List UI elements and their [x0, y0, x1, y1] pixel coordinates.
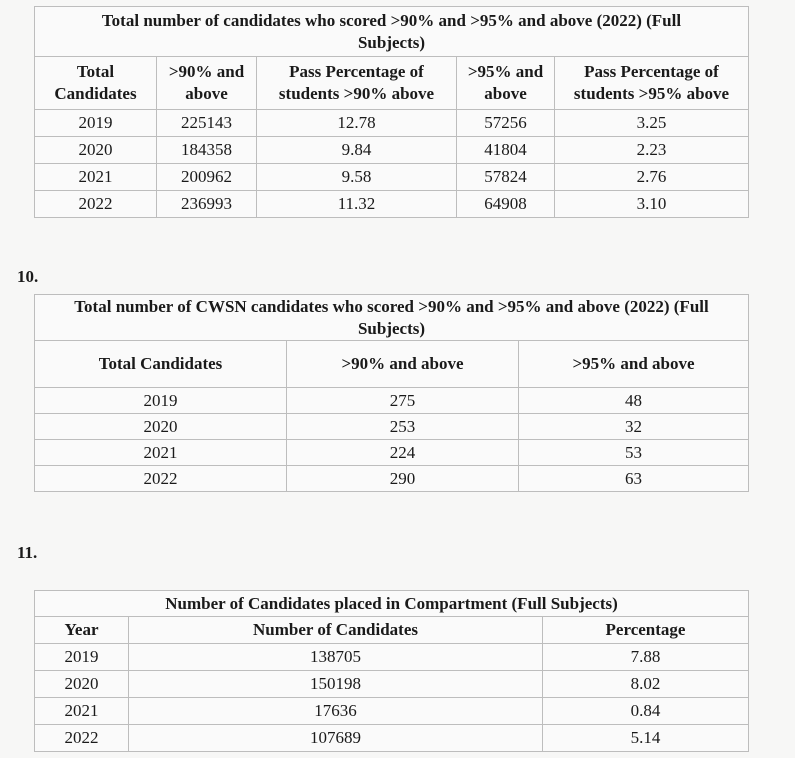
cell-value: 9.84: [257, 137, 457, 164]
column-header: Number of Candidates: [129, 617, 543, 644]
cell-year: 2021: [35, 440, 287, 466]
cell-value: 225143: [157, 110, 257, 137]
table-row: [35, 137, 749, 164]
table-caption: Total number of CWSN candidates who scored >90% and >95% and above (2022) (Full Subjects): [35, 295, 749, 341]
cell-value: 275: [287, 388, 519, 414]
cell-year: 2021: [35, 164, 157, 191]
cell-value: 150198: [129, 671, 543, 698]
cell-value: 9.58: [257, 164, 457, 191]
table-row: [35, 110, 749, 137]
cell-year: 2020: [35, 671, 129, 698]
cell-year: 2020: [35, 414, 287, 440]
cell-year: 2019: [35, 388, 287, 414]
cell-value: 57824: [457, 164, 555, 191]
table-row: [35, 440, 749, 466]
column-header: Total Candidates: [35, 341, 287, 388]
cell-value: 138705: [129, 644, 543, 671]
table-row: [35, 388, 749, 414]
column-header: >95% and above: [457, 57, 555, 110]
cell-value: 236993: [157, 191, 257, 218]
cell-value: 41804: [457, 137, 555, 164]
table-compartment: [34, 590, 749, 752]
cell-value: 253: [287, 414, 519, 440]
section-number: 11.: [17, 543, 38, 562]
table-row: [35, 466, 749, 492]
table-row: [35, 725, 749, 752]
table-row: [35, 698, 749, 725]
cell-value: 3.25: [555, 110, 749, 137]
cell-year: 2022: [35, 725, 129, 752]
cell-value: 3.10: [555, 191, 749, 218]
cell-year: 2022: [35, 191, 157, 218]
cell-value: 2.76: [555, 164, 749, 191]
cell-value: 48: [519, 388, 749, 414]
table-cwsn-high-scorers: [34, 294, 749, 492]
cell-value: 184358: [157, 137, 257, 164]
column-header: >90% and above: [157, 57, 257, 110]
cell-value: 57256: [457, 110, 555, 137]
cell-value: 224: [287, 440, 519, 466]
column-header: >95% and above: [519, 341, 749, 388]
cell-value: 63: [519, 466, 749, 492]
table-high-scorers: [34, 6, 749, 218]
cell-year: 2019: [35, 110, 157, 137]
cell-value: 200962: [157, 164, 257, 191]
cell-value: 17636: [129, 698, 543, 725]
column-header: >90% and above: [287, 341, 519, 388]
table-row: [35, 414, 749, 440]
column-header: Percentage: [543, 617, 749, 644]
cell-value: 5.14: [543, 725, 749, 752]
cell-value: 290: [287, 466, 519, 492]
cell-value: 32: [519, 414, 749, 440]
column-header: Total Candidates: [35, 57, 157, 110]
cell-value: 107689: [129, 725, 543, 752]
cell-value: 2.23: [555, 137, 749, 164]
table-caption: Number of Candidates placed in Compartment (Full Subjects): [35, 591, 749, 617]
cell-year: 2022: [35, 466, 287, 492]
cell-value: 7.88: [543, 644, 749, 671]
cell-year: 2019: [35, 644, 129, 671]
cell-year: 2020: [35, 137, 157, 164]
column-header: Pass Percentage of students >95% above: [555, 57, 749, 110]
table-row: [35, 164, 749, 191]
cell-value: 53: [519, 440, 749, 466]
cell-value: 8.02: [543, 671, 749, 698]
table-row: [35, 644, 749, 671]
cell-value: 12.78: [257, 110, 457, 137]
section-number: 10.: [17, 267, 39, 286]
table-caption: Total number of candidates who scored >90% and >95% and above (2022) (Full Subjects): [35, 7, 749, 57]
cell-value: 64908: [457, 191, 555, 218]
cell-value: 11.32: [257, 191, 457, 218]
column-header: Year: [35, 617, 129, 644]
table-row: [35, 671, 749, 698]
table-row: [35, 191, 749, 218]
cell-value: 0.84: [543, 698, 749, 725]
cell-year: 2021: [35, 698, 129, 725]
column-header: Pass Percentage of students >90% above: [257, 57, 457, 110]
